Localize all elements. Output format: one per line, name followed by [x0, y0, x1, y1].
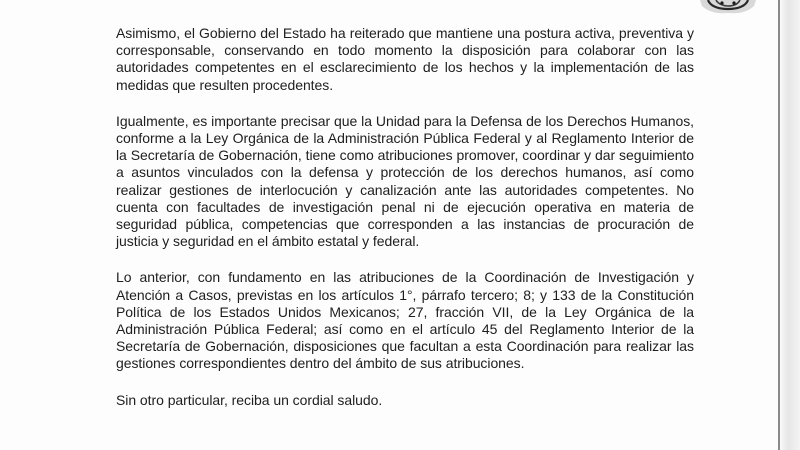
letter-body — [116, 25, 694, 428]
paragraph-2: Igualmente, es importante precisar que la Unidad para la Defensa de los Derechos Humanos, conforme a la Ley Orgánica de la Administración Pública Federal y al Reglamento Interior de la Secretaría de Gobernación, tiene como atribuciones promover, coordinar y dar seguimiento a asuntos vinculados con la defensa y protección de los derechos humanos, así como realizar gestiones de interlocución y canalización ante las autoridades competentes. No cuenta con facultades de investigación penal ni de ejecución operativa en materia de seguridad pública, competencias que corresponden a las instancias de procuración de justicia y seguridad en el ámbito estatal y federal. — [116, 112, 694, 250]
paragraph-1: Asimismo, el Gobierno del Estado ha reiterado que mantiene una postura activa, preventiva y corresponsable, conservando en todo momento la disposición para colaborar con las autoridades competentes en el esclarecimiento de los hechos y la implementación de las medidas que resulten procedentes. — [116, 25, 694, 93]
closing-line: Sin otro particular, reciba un cordial saludo. — [116, 391, 383, 408]
page-edge-line — [778, 0, 780, 450]
paragraph-3: Lo anterior, con fundamento en las atribuciones de la Coordinación de Investigación y Atención a Casos, previstas en los artículos 1°, párrafo tercero; 8; y 133 de la Constitución Política de los Estados Unidos Mexicanos; 27, fracción VII, de la Ley Orgánica de la Administración Pública Federal; así como en el artículo 45 del Reglamento Interior de la Secretaría de Gobernación, disposiciones que facultan a esta Coordinación para realizar las gestiones correspondientes dentro del ámbito de sus atribuciones. — [116, 269, 694, 372]
page-edge-shadow — [778, 0, 800, 450]
cropped-seal-graphic — [698, 0, 758, 14]
seal-fragment-icon — [698, 0, 758, 14]
